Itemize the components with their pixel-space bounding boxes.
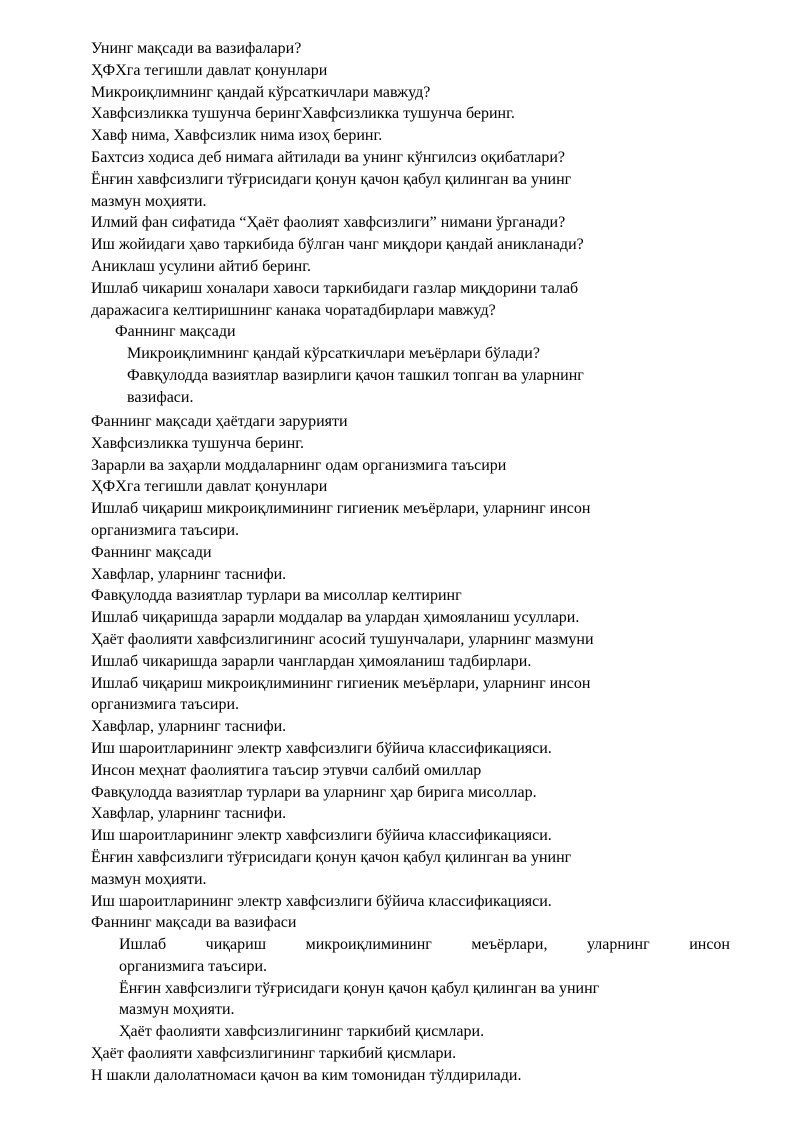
- question-line: Ҳаёт фаолияти хавфсизлигининг асосий тушунчалари, уларнинг мазмуни: [91, 630, 594, 648]
- question-line: ҲФХга тегишли давлат қонунлари: [91, 61, 328, 79]
- question-line: ҲФХга тегишли давлат қонунлари: [91, 478, 328, 496]
- question-line: вазифаси.: [127, 388, 194, 406]
- question-line: Фаннинг мақсади ҳаётдаги зарурияти: [91, 413, 348, 430]
- question-line: Ишлаб чиқаришда зарарли моддалар ва улардан ҳимояланиш усуллари.: [91, 609, 580, 627]
- question-line: Ёнғин хавфсизлиги тўғрисидаги қонун қачон қабул қилинган ва унинг: [91, 170, 572, 188]
- question-line: Зарарли ва заҳарли моддаларнинг одам организмига таъсири: [91, 456, 507, 474]
- question-line: Ишлаб чикаришда зарарли чанглардан ҳимояланиш тадбирлари.: [91, 652, 532, 670]
- question-line: мазмун моҳияти.: [91, 870, 207, 888]
- word: чиқариш: [205, 936, 267, 953]
- question-list-1: [91, 38, 584, 321]
- question-line: Унинг мақсади ва вазифалари?: [91, 40, 302, 57]
- question-line: организмига таъсири.: [119, 957, 268, 975]
- question-line: Хавфсизликка тушунча берингХавфсизликка тушунча беринг.: [91, 105, 515, 123]
- question-line: Н шакли далолатномаси қачон ва ким томонидан тўлдирилади.: [91, 1066, 522, 1084]
- question-line: Ҳаёт фаолияти хавфсизлигининг таркибий қисмлари.: [119, 1023, 485, 1041]
- question-line: организмига таъсири.: [91, 521, 240, 539]
- word: инсон: [689, 936, 730, 953]
- question-line: Инсон меҳнат фаолиятига таъсир этувчи салбий омиллар: [91, 761, 482, 779]
- question-line: Хавф нима, Хавфсизлик нима изоҳ беринг.: [91, 127, 383, 145]
- question-line: Иш жойидаги ҳаво таркибида бўлган чанг миқдори қандай аникланади?: [91, 236, 584, 254]
- question-line: Хавфсизликка тушунча беринг.: [91, 434, 305, 452]
- question-line: Иш шароитларининг электр хавфсизлиги бўйича классификацияси.: [91, 827, 552, 845]
- word: микроиқлимининг: [305, 936, 432, 953]
- question-line: Фавқулодда вазиятлар вазирлиги қачон ташкил топган ва уларнинг: [127, 366, 584, 384]
- question-line: мазмун моҳияти.: [91, 192, 207, 210]
- question-line: Фаннинг мақсади ва вазифаси: [91, 914, 297, 932]
- question-line: Илмий фан сифатида “Ҳаёт фаолият хавфсизлиги” нимани ўрганади?: [91, 214, 566, 232]
- word: уларнинг: [587, 936, 650, 953]
- question-line: мазмун моҳияти.: [119, 1001, 235, 1019]
- question-line: Ёнғин хавфсизлиги тўғрисидаги қонун қачон қабул қилинган ва унинг: [91, 848, 572, 866]
- question-list-4: [119, 934, 730, 1043]
- question-line: Ёнғин хавфсизлиги тўғрисидаги қонун қачон қабул қилинган ва унинг: [119, 979, 600, 997]
- question-line: организмига таъсири.: [91, 696, 240, 714]
- question-line: Микроиқлимнинг қандай кўрсаткичлари мавжуд?: [91, 83, 431, 101]
- word: Ишлаб: [119, 936, 167, 953]
- heading-line: Фаннинг мақсади: [115, 323, 236, 340]
- question-line: Микроиқлимнинг қандай кўрсаткичлари меъёрлари бўлади?: [127, 345, 540, 362]
- question-line: Бахтсиз ходиса деб нимага айтилади ва унинг кўнгилсиз оқибатлари?: [91, 148, 566, 166]
- question-list-3: [91, 411, 594, 934]
- question-line: Ҳаёт фаолияти хавфсизлигининг таркибий қисмлари.: [91, 1045, 457, 1062]
- question-line: Ишлаб чиқариш микроиқлимининг гигиеник меъёрлари, уларнинг инсон: [91, 674, 591, 692]
- question-line: Иш шароитларининг электр хавфсизлиги бўйича классификацияси.: [91, 892, 552, 910]
- question-line: Ишлаб чиқариш микроиқлимининг гигиеник меъёрлари, уларнинг инсон: [91, 500, 591, 518]
- question-line: Фавқулодда вазиятлар турлари ва уларнинг ҳар бирига мисоллар.: [91, 783, 537, 801]
- question-list-5: [91, 1043, 521, 1087]
- question-line: Иш шароитларининг электр хавфсизлиги бўйича классификацияси.: [91, 739, 552, 757]
- question-line: Фаннинг мақсади: [91, 543, 212, 561]
- question-line: Ишлаб чикариш хоналари хавоси таркибидаги газлар миқдорини талаб: [91, 279, 579, 297]
- word: меъёрлари,: [471, 936, 548, 953]
- justified-line: [119, 934, 730, 956]
- question-list-2: [127, 343, 584, 408]
- question-line: Хавфлар, уларнинг таснифи.: [91, 718, 287, 736]
- question-line: Хавфлар, уларнинг таснифи.: [91, 565, 287, 583]
- section-heading: [115, 321, 236, 343]
- question-line: даражасига келтиришнинг канака чоратадбирлари мавжуд?: [91, 301, 496, 319]
- question-line: Хавфлар, уларнинг таснифи.: [91, 805, 287, 823]
- question-line: Аниклаш усулини айтиб беринг.: [91, 257, 311, 275]
- question-line: Фавқулодда вазиятлар турлари ва мисоллар келтиринг: [91, 587, 462, 605]
